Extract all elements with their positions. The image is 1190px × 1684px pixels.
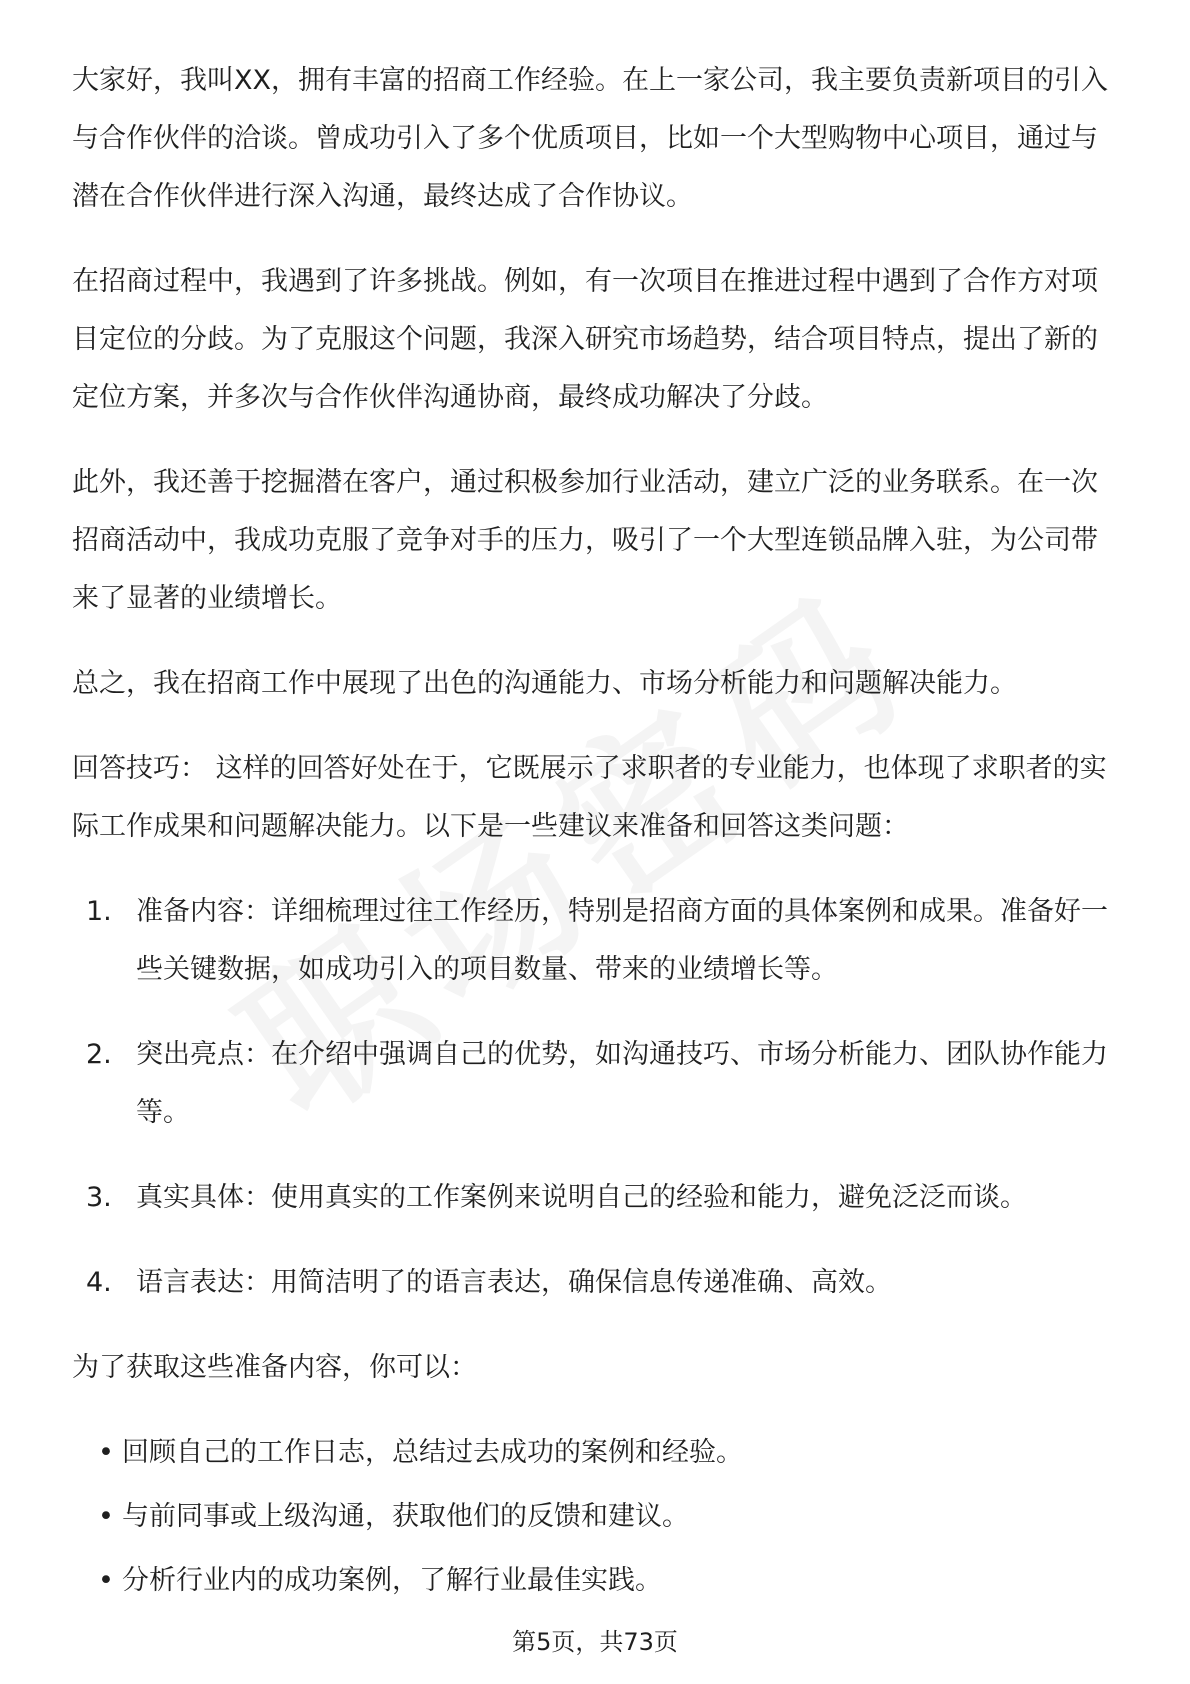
paragraph-intro: 大家好，我叫XX，拥有丰富的招商工作经验。在上一家公司，我主要负责新项目的引入与合作伙伴的洽谈。曾成功引入了多个优质项目，比如一个大型购物中心项目，通过与潜在合作伙伴进行深入沟通，最终达成了合作协议。 — [72, 65, 1108, 212]
list-item-text: 真实具体：使用真实的工作案例来说明自己的经验和能力，避免泛泛而谈。 — [136, 1182, 1027, 1213]
list-number: 2. — [86, 1039, 112, 1070]
bullet-list — [72, 1424, 1122, 1610]
page-number: 第5页，共73页 — [512, 1628, 678, 1656]
paragraph-bullets-intro: 为了获取这些准备内容，你可以： — [72, 1352, 477, 1383]
list-number: 1. — [86, 896, 112, 927]
bullet-icon: • — [98, 1437, 114, 1468]
list-item — [72, 1254, 1122, 1312]
list-item-text: 回顾自己的工作日志，总结过去成功的案例和经验。 — [122, 1437, 743, 1468]
paragraph-challenges: 在招商过程中，我遇到了许多挑战。例如，有一次项目在推进过程中遇到了合作方对项目定位的分歧。为了克服这个问题，我深入研究市场趋势，结合项目特点，提出了新的定位方案，并多次与合作伙伴沟通协商，最终成功解决了分歧。 — [72, 266, 1098, 413]
list-item-text: 准备内容：详细梳理过往工作经历，特别是招商方面的具体案例和成果。准备好一些关键数据，如成功引入的项目数量、带来的业绩增长等。 — [136, 896, 1108, 985]
list-item-text: 语言表达：用简洁明了的语言表达，确保信息传递准确、高效。 — [136, 1267, 892, 1298]
list-item — [72, 1424, 1122, 1482]
paragraph-tips: 回答技巧： 这样的回答好处在于，它既展示了求职者的专业能力，也体现了求职者的实际工作成果和问题解决能力。以下是一些建议来准备和回答这类问题： — [72, 753, 1107, 842]
list-item-text: 突出亮点：在介绍中强调自己的优势，如沟通技巧、市场分析能力、团队协作能力等。 — [136, 1039, 1108, 1128]
list-number: 4. — [86, 1267, 112, 1298]
list-item-text: 与前同事或上级沟通，获取他们的反馈和建议。 — [122, 1501, 689, 1532]
paragraph-summary: 总之，我在招商工作中展现了出色的沟通能力、市场分析能力和问题解决能力。 — [72, 668, 1017, 699]
document-page — [72, 52, 1122, 1616]
list-item — [72, 1026, 1122, 1142]
bullet-icon: • — [98, 1565, 114, 1596]
paragraph-clients: 此外，我还善于挖掘潜在客户，通过积极参加行业活动，建立广泛的业务联系。在一次招商活动中，我成功克服了竞争对手的压力，吸引了一个大型连锁品牌入驻，为公司带来了显著的业绩增长。 — [72, 467, 1098, 614]
list-item — [72, 1552, 1122, 1610]
list-number: 3. — [86, 1182, 112, 1213]
list-item — [72, 883, 1122, 999]
list-item — [72, 1169, 1122, 1227]
list-item-text: 分析行业内的成功案例，了解行业最佳实践。 — [122, 1565, 662, 1596]
list-item — [72, 1488, 1122, 1546]
numbered-list — [72, 883, 1122, 1312]
bullet-icon: • — [98, 1501, 114, 1532]
